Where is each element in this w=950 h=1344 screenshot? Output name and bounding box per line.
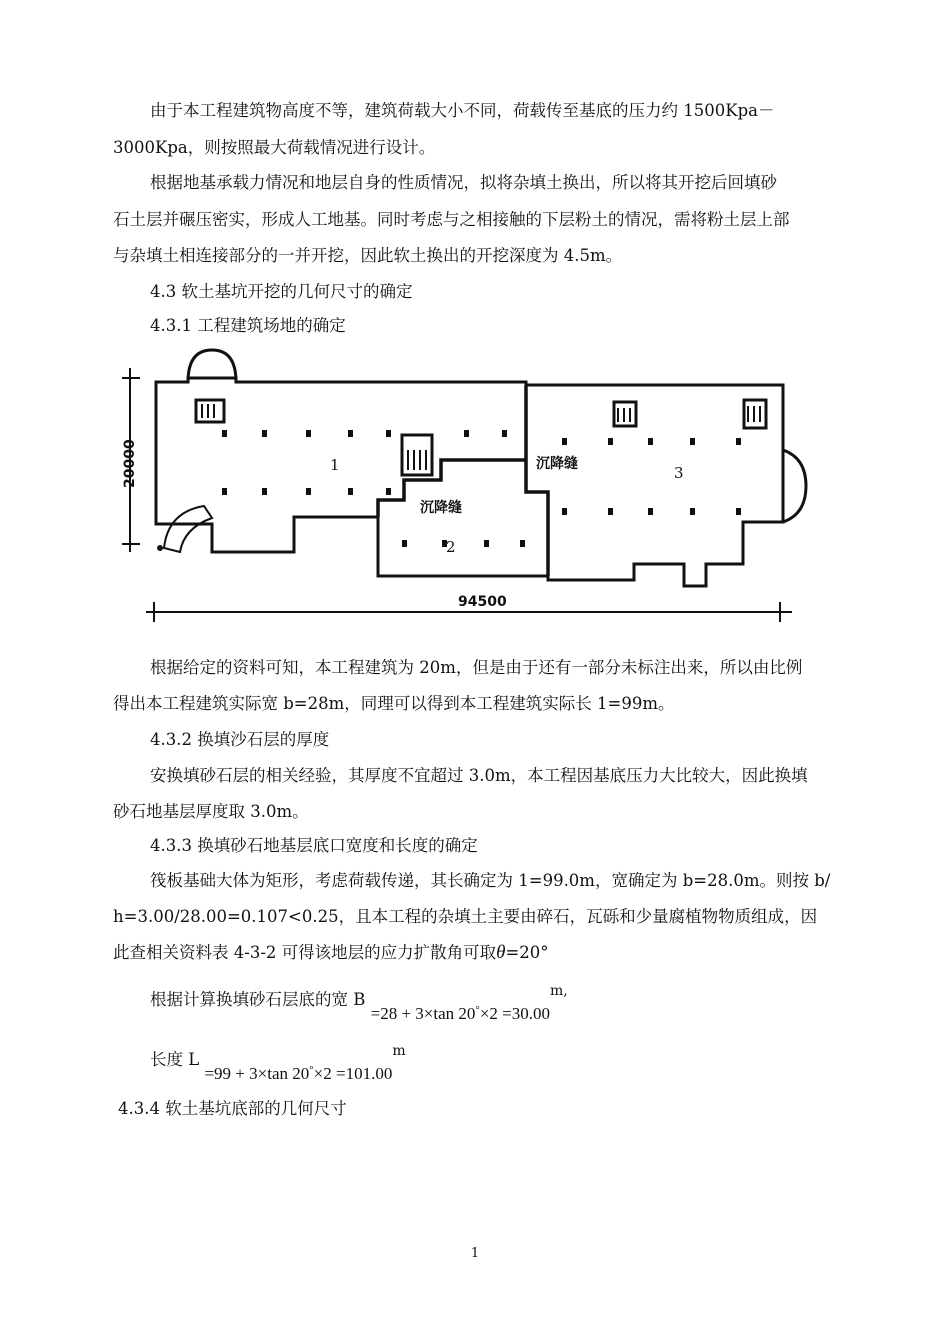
- formula-label: 根据计算换填砂石层底的宽 B: [150, 990, 366, 1009]
- paragraph-line: 根据地基承载力情况和地层自身的性质情况，拟将杂填土换出，所以将其开挖后回填砂: [150, 173, 777, 192]
- paragraph-line: [113, 942, 549, 964]
- paragraph-line: 由于本工程建筑物高度不等，建筑荷载大小不同，荷载传至基底的压力约 1500Kpa－: [150, 101, 775, 120]
- settlement-joint-label: 沉降缝: [536, 456, 578, 472]
- spiral-stair: [164, 506, 212, 552]
- formula-expression: =28 + 3×tan 20°×2 =30.00: [370, 1004, 550, 1023]
- settlement-joint-label: 沉降缝: [420, 500, 462, 516]
- building-site-plan: [116, 340, 822, 640]
- formula-unit: m,: [550, 983, 568, 999]
- formula-expression: =99 + 3×tan 20°×2 =101.00: [204, 1064, 393, 1083]
- section-heading: 4.3.2 换填沙石层的厚度: [150, 730, 330, 749]
- page-number: 1: [470, 1246, 480, 1261]
- paragraph-line: 筏板基础大体为矩形，考虑荷载传递，其长确定为 1=99.0m，宽确定为 b=28.0m。则按 b/: [150, 871, 831, 890]
- paragraph-line: 安换填砂石层的相关经验，其厚度不宜超过 3.0m，本工程因基底压力大比较大，因此换填: [150, 766, 808, 785]
- zone-label: 2: [446, 538, 456, 556]
- paragraph-line: 石土层并碾压密实，形成人工地基。同时考虑与之相接触的下层粉土的情况，需将粉土层上部: [113, 210, 790, 229]
- settlement-joint: [378, 385, 548, 576]
- paragraph-text: =20°: [505, 943, 549, 962]
- formula-unit: m: [392, 1043, 406, 1059]
- stair-box: [402, 435, 432, 475]
- paragraph-text: 此查相关资料表 4-3-2 可得该地层的应力扩散角可取: [113, 943, 497, 962]
- building-outline: [156, 378, 783, 586]
- formula-label: 长度 L: [150, 1050, 200, 1069]
- stair-box: [196, 400, 224, 422]
- zone-label: 1: [330, 456, 340, 474]
- section-heading: 4.3.3 换填砂石地基层底口宽度和长度的确定: [150, 836, 478, 855]
- paragraph-line: 与杂填土相连接部分的一并开挖，因此软土换出的开挖深度为 4.5m。: [113, 246, 623, 265]
- section-heading: 4.3.1 工程建筑场地的确定: [150, 316, 346, 335]
- paragraph-line: 得出本工程建筑实际宽 b=28m，同理可以得到本工程建筑实际长 1=99m。: [113, 694, 675, 713]
- dimension-label-horizontal: 94500: [458, 594, 507, 610]
- zone-label: 3: [674, 464, 684, 482]
- paragraph-line: 3000Kpa，则按照最大荷载情况进行设计。: [113, 138, 436, 157]
- rounded-bay: [783, 450, 806, 522]
- paragraph-line: 根据给定的资料可知，本工程建筑为 20m，但是由于还有一部分未标注出来，所以由比例: [150, 658, 803, 677]
- section-heading: 4.3.4 软土基坑底部的几何尺寸: [118, 1099, 347, 1118]
- theta-symbol: θ: [496, 942, 506, 963]
- paragraph-line: 砂石地基层厚度取 3.0m。: [113, 802, 309, 821]
- section-heading: 4.3 软土基坑开挖的几何尺寸的确定: [150, 282, 413, 301]
- dimension-label-vertical: 20000: [122, 439, 138, 488]
- paragraph-line: h=3.00/28.00=0.107<0.25，且本工程的杂填土主要由碎石，瓦砾和少量腐植物物质组成，因: [113, 907, 818, 926]
